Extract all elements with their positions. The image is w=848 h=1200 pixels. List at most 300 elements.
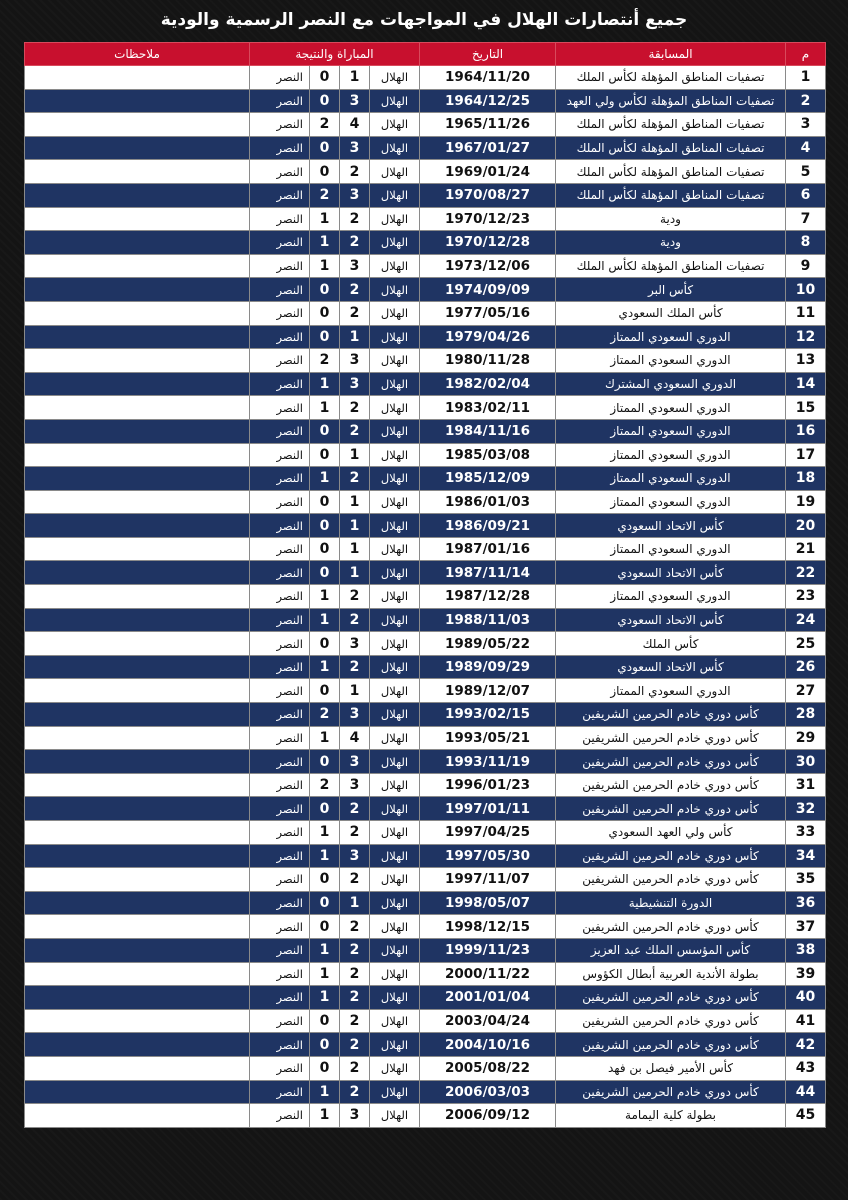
team2-cell: النصر <box>250 467 310 491</box>
team2-cell: النصر <box>250 113 310 137</box>
score1-cell: 2 <box>340 231 370 255</box>
date-cell: 1983/02/11 <box>420 396 556 420</box>
team1-cell: الهلال <box>370 679 420 703</box>
table-row <box>25 183 826 207</box>
score2-cell: 2 <box>310 349 340 373</box>
notes-cell <box>25 632 250 656</box>
score2-cell: 2 <box>310 703 340 727</box>
date-cell: 1989/05/22 <box>420 632 556 656</box>
notes-cell <box>25 797 250 821</box>
team2-cell: النصر <box>250 537 310 561</box>
score1-cell: 3 <box>340 89 370 113</box>
score2-cell: 0 <box>310 632 340 656</box>
notes-cell <box>25 537 250 561</box>
team2-cell: النصر <box>250 1009 310 1033</box>
page-title: جميع أنتصارات الهلال في المواجهات مع النصر الرسمية والودية <box>160 10 688 30</box>
table-row <box>25 632 826 656</box>
date-cell: 1965/11/26 <box>420 113 556 137</box>
table-row <box>25 608 826 632</box>
team2-cell: النصر <box>250 490 310 514</box>
team1-cell: الهلال <box>370 325 420 349</box>
score2-cell: 1 <box>310 467 340 491</box>
table-row <box>25 868 826 892</box>
notes-cell <box>25 750 250 774</box>
table-row <box>25 372 826 396</box>
row-number: 30 <box>786 750 826 774</box>
table-row <box>25 396 826 420</box>
team1-cell: الهلال <box>370 467 420 491</box>
score2-cell: 0 <box>310 891 340 915</box>
competition-cell: كأس المؤسس الملك عبد العزيز <box>556 938 786 962</box>
notes-cell <box>25 325 250 349</box>
score1-cell: 1 <box>340 443 370 467</box>
score1-cell: 3 <box>340 349 370 373</box>
date-cell: 1987/12/28 <box>420 585 556 609</box>
table-body <box>25 66 826 1128</box>
header-date: التاريخ <box>420 43 556 66</box>
team1-cell: الهلال <box>370 66 420 90</box>
competition-cell: الدورة التنشيطية <box>556 891 786 915</box>
row-number: 27 <box>786 679 826 703</box>
team1-cell: الهلال <box>370 655 420 679</box>
score1-cell: 2 <box>340 467 370 491</box>
team1-cell: الهلال <box>370 419 420 443</box>
table-row <box>25 89 826 113</box>
competition-cell: الدوري السعودي الممتاز <box>556 349 786 373</box>
team2-cell: النصر <box>250 868 310 892</box>
competition-cell: كأس الملك السعودي <box>556 301 786 325</box>
notes-cell <box>25 891 250 915</box>
row-number: 1 <box>786 66 826 90</box>
team1-cell: الهلال <box>370 986 420 1010</box>
score2-cell: 1 <box>310 938 340 962</box>
score1-cell: 2 <box>340 207 370 231</box>
row-number: 32 <box>786 797 826 821</box>
date-cell: 2003/04/24 <box>420 1009 556 1033</box>
date-cell: 1986/09/21 <box>420 514 556 538</box>
competition-cell: بطولة الأندية العربية أبطال الكؤوس <box>556 962 786 986</box>
table-row <box>25 443 826 467</box>
team1-cell: الهلال <box>370 160 420 184</box>
row-number: 34 <box>786 844 826 868</box>
score2-cell: 1 <box>310 372 340 396</box>
table-row <box>25 986 826 1010</box>
results-table <box>24 42 826 1128</box>
score1-cell: 2 <box>340 986 370 1010</box>
score2-cell: 0 <box>310 915 340 939</box>
row-number: 31 <box>786 773 826 797</box>
team2-cell: النصر <box>250 396 310 420</box>
competition-cell: كأس دوري خادم الحرمين الشريفين <box>556 986 786 1010</box>
competition-cell: بطولة كلية اليمامة <box>556 1104 786 1128</box>
score2-cell: 0 <box>310 1056 340 1080</box>
competition-cell: كأس الأمير فيصل بن فهد <box>556 1056 786 1080</box>
score1-cell: 3 <box>340 136 370 160</box>
row-number: 42 <box>786 1033 826 1057</box>
table-header-row <box>25 43 826 66</box>
date-cell: 2006/03/03 <box>420 1080 556 1104</box>
score1-cell: 2 <box>340 915 370 939</box>
score2-cell: 0 <box>310 537 340 561</box>
team2-cell: النصر <box>250 797 310 821</box>
notes-cell <box>25 443 250 467</box>
date-cell: 1985/12/09 <box>420 467 556 491</box>
score2-cell: 1 <box>310 585 340 609</box>
team2-cell: النصر <box>250 183 310 207</box>
team2-cell: النصر <box>250 419 310 443</box>
row-number: 43 <box>786 1056 826 1080</box>
team2-cell: النصر <box>250 891 310 915</box>
table-row <box>25 844 826 868</box>
score1-cell: 1 <box>340 514 370 538</box>
header-notes: ملاحظات <box>25 43 250 66</box>
team1-cell: الهلال <box>370 443 420 467</box>
score1-cell: 2 <box>340 1033 370 1057</box>
competition-cell: الدوري السعودي الممتاز <box>556 490 786 514</box>
notes-cell <box>25 561 250 585</box>
table-row <box>25 66 826 90</box>
table-row <box>25 160 826 184</box>
team1-cell: الهلال <box>370 537 420 561</box>
date-cell: 2000/11/22 <box>420 962 556 986</box>
score1-cell: 2 <box>340 608 370 632</box>
date-cell: 1970/12/23 <box>420 207 556 231</box>
notes-cell <box>25 490 250 514</box>
score2-cell: 0 <box>310 136 340 160</box>
notes-cell <box>25 1080 250 1104</box>
date-cell: 1982/02/04 <box>420 372 556 396</box>
table-row <box>25 1056 826 1080</box>
team2-cell: النصر <box>250 561 310 585</box>
team1-cell: الهلال <box>370 773 420 797</box>
row-number: 3 <box>786 113 826 137</box>
competition-cell: كأس ولي العهد السعودي <box>556 821 786 845</box>
row-number: 36 <box>786 891 826 915</box>
notes-cell <box>25 726 250 750</box>
team2-cell: النصر <box>250 821 310 845</box>
team1-cell: الهلال <box>370 136 420 160</box>
team2-cell: النصر <box>250 301 310 325</box>
table-row <box>25 490 826 514</box>
competition-cell: الدوري السعودي المشترك <box>556 372 786 396</box>
team1-cell: الهلال <box>370 632 420 656</box>
team2-cell: النصر <box>250 1056 310 1080</box>
table-row <box>25 301 826 325</box>
score2-cell: 1 <box>310 821 340 845</box>
score1-cell: 3 <box>340 703 370 727</box>
notes-cell <box>25 915 250 939</box>
notes-cell <box>25 821 250 845</box>
notes-cell <box>25 467 250 491</box>
table-row <box>25 113 826 137</box>
notes-cell <box>25 1056 250 1080</box>
team2-cell: النصر <box>250 608 310 632</box>
date-cell: 1973/12/06 <box>420 254 556 278</box>
date-cell: 1969/01/24 <box>420 160 556 184</box>
team1-cell: الهلال <box>370 750 420 774</box>
team2-cell: النصر <box>250 585 310 609</box>
score1-cell: 2 <box>340 419 370 443</box>
date-cell: 1997/05/30 <box>420 844 556 868</box>
notes-cell <box>25 254 250 278</box>
row-number: 22 <box>786 561 826 585</box>
score1-cell: 2 <box>340 962 370 986</box>
row-number: 28 <box>786 703 826 727</box>
table-row <box>25 585 826 609</box>
score2-cell: 0 <box>310 278 340 302</box>
score1-cell: 2 <box>340 797 370 821</box>
score1-cell: 3 <box>340 844 370 868</box>
team2-cell: النصر <box>250 679 310 703</box>
team1-cell: الهلال <box>370 585 420 609</box>
score2-cell: 1 <box>310 962 340 986</box>
score1-cell: 1 <box>340 679 370 703</box>
score1-cell: 2 <box>340 585 370 609</box>
score1-cell: 1 <box>340 561 370 585</box>
notes-cell <box>25 1033 250 1057</box>
team1-cell: الهلال <box>370 113 420 137</box>
notes-cell <box>25 89 250 113</box>
date-cell: 1997/11/07 <box>420 868 556 892</box>
notes-cell <box>25 868 250 892</box>
team2-cell: النصر <box>250 160 310 184</box>
team1-cell: الهلال <box>370 703 420 727</box>
team2-cell: النصر <box>250 915 310 939</box>
row-number: 45 <box>786 1104 826 1128</box>
team1-cell: الهلال <box>370 962 420 986</box>
competition-cell: كأس دوري خادم الحرمين الشريفين <box>556 703 786 727</box>
competition-cell: كأس دوري خادم الحرمين الشريفين <box>556 844 786 868</box>
row-number: 5 <box>786 160 826 184</box>
competition-cell: ودية <box>556 231 786 255</box>
score2-cell: 0 <box>310 679 340 703</box>
score1-cell: 3 <box>340 750 370 774</box>
row-number: 37 <box>786 915 826 939</box>
row-number: 20 <box>786 514 826 538</box>
date-cell: 1970/08/27 <box>420 183 556 207</box>
row-number: 33 <box>786 821 826 845</box>
date-cell: 1997/04/25 <box>420 821 556 845</box>
date-cell: 2004/10/16 <box>420 1033 556 1057</box>
team2-cell: النصر <box>250 231 310 255</box>
date-cell: 1997/01/11 <box>420 797 556 821</box>
team2-cell: النصر <box>250 443 310 467</box>
row-number: 6 <box>786 183 826 207</box>
team2-cell: النصر <box>250 372 310 396</box>
notes-cell <box>25 703 250 727</box>
team2-cell: النصر <box>250 207 310 231</box>
notes-cell <box>25 938 250 962</box>
team1-cell: الهلال <box>370 1009 420 1033</box>
row-number: 4 <box>786 136 826 160</box>
table-row <box>25 703 826 727</box>
team2-cell: النصر <box>250 773 310 797</box>
score2-cell: 1 <box>310 207 340 231</box>
score1-cell: 2 <box>340 301 370 325</box>
notes-cell <box>25 231 250 255</box>
date-cell: 1970/12/28 <box>420 231 556 255</box>
row-number: 11 <box>786 301 826 325</box>
competition-cell: تصفيات المناطق المؤهلة لكأس الملك <box>556 66 786 90</box>
score1-cell: 2 <box>340 821 370 845</box>
team1-cell: الهلال <box>370 561 420 585</box>
team2-cell: النصر <box>250 278 310 302</box>
team1-cell: الهلال <box>370 868 420 892</box>
score1-cell: 1 <box>340 325 370 349</box>
team1-cell: الهلال <box>370 349 420 373</box>
score2-cell: 0 <box>310 1009 340 1033</box>
score1-cell: 1 <box>340 891 370 915</box>
notes-cell <box>25 278 250 302</box>
score2-cell: 0 <box>310 1033 340 1057</box>
score2-cell: 1 <box>310 396 340 420</box>
date-cell: 2005/08/22 <box>420 1056 556 1080</box>
date-cell: 1993/02/15 <box>420 703 556 727</box>
date-cell: 1967/01/27 <box>420 136 556 160</box>
score2-cell: 1 <box>310 254 340 278</box>
row-number: 7 <box>786 207 826 231</box>
date-cell: 1988/11/03 <box>420 608 556 632</box>
date-cell: 1993/05/21 <box>420 726 556 750</box>
notes-cell <box>25 160 250 184</box>
date-cell: 1964/12/25 <box>420 89 556 113</box>
competition-cell: كأس دوري خادم الحرمين الشريفين <box>556 1033 786 1057</box>
score2-cell: 1 <box>310 655 340 679</box>
notes-cell <box>25 679 250 703</box>
score2-cell: 0 <box>310 89 340 113</box>
score2-cell: 0 <box>310 490 340 514</box>
row-number: 17 <box>786 443 826 467</box>
competition-cell: الدوري السعودي الممتاز <box>556 325 786 349</box>
table-row <box>25 231 826 255</box>
row-number: 29 <box>786 726 826 750</box>
team1-cell: الهلال <box>370 278 420 302</box>
competition-cell: تصفيات المناطق المؤهلة لكأس ولي العهد <box>556 89 786 113</box>
team2-cell: النصر <box>250 325 310 349</box>
table-row <box>25 655 826 679</box>
notes-cell <box>25 372 250 396</box>
date-cell: 1998/05/07 <box>420 891 556 915</box>
team2-cell: النصر <box>250 986 310 1010</box>
score2-cell: 2 <box>310 113 340 137</box>
table-row <box>25 915 826 939</box>
score1-cell: 2 <box>340 655 370 679</box>
table-row <box>25 254 826 278</box>
team1-cell: الهلال <box>370 1033 420 1057</box>
team2-cell: النصر <box>250 750 310 774</box>
header-num: م <box>786 43 826 66</box>
date-cell: 2006/09/12 <box>420 1104 556 1128</box>
competition-cell: كأس دوري خادم الحرمين الشريفين <box>556 868 786 892</box>
competition-cell: كأس الملك <box>556 632 786 656</box>
team1-cell: الهلال <box>370 183 420 207</box>
row-number: 19 <box>786 490 826 514</box>
competition-cell: كأس الاتحاد السعودي <box>556 561 786 585</box>
table-row <box>25 679 826 703</box>
team1-cell: الهلال <box>370 797 420 821</box>
competition-cell: الدوري السعودي الممتاز <box>556 419 786 443</box>
date-cell: 1974/09/09 <box>420 278 556 302</box>
competition-cell: كأس البر <box>556 278 786 302</box>
score2-cell: 1 <box>310 726 340 750</box>
team1-cell: الهلال <box>370 1104 420 1128</box>
table-row <box>25 726 826 750</box>
date-cell: 1996/01/23 <box>420 773 556 797</box>
date-cell: 1979/04/26 <box>420 325 556 349</box>
row-number: 26 <box>786 655 826 679</box>
score2-cell: 0 <box>310 160 340 184</box>
notes-cell <box>25 986 250 1010</box>
notes-cell <box>25 962 250 986</box>
date-cell: 1980/11/28 <box>420 349 556 373</box>
score2-cell: 1 <box>310 1104 340 1128</box>
notes-cell <box>25 207 250 231</box>
row-number: 16 <box>786 419 826 443</box>
score1-cell: 3 <box>340 1104 370 1128</box>
competition-cell: الدوري السعودي الممتاز <box>556 585 786 609</box>
score1-cell: 2 <box>340 938 370 962</box>
team1-cell: الهلال <box>370 514 420 538</box>
row-number: 25 <box>786 632 826 656</box>
score1-cell: 2 <box>340 1056 370 1080</box>
competition-cell: تصفيات المناطق المؤهلة لكأس الملك <box>556 160 786 184</box>
competition-cell: كأس الاتحاد السعودي <box>556 608 786 632</box>
score1-cell: 4 <box>340 726 370 750</box>
table-row <box>25 325 826 349</box>
score2-cell: 2 <box>310 183 340 207</box>
score1-cell: 3 <box>340 372 370 396</box>
date-cell: 1977/05/16 <box>420 301 556 325</box>
score1-cell: 2 <box>340 1009 370 1033</box>
score2-cell: 0 <box>310 443 340 467</box>
team1-cell: الهلال <box>370 490 420 514</box>
score2-cell: 2 <box>310 773 340 797</box>
team1-cell: الهلال <box>370 254 420 278</box>
team2-cell: النصر <box>250 962 310 986</box>
score2-cell: 1 <box>310 608 340 632</box>
table-row <box>25 537 826 561</box>
row-number: 18 <box>786 467 826 491</box>
notes-cell <box>25 655 250 679</box>
header-match: المباراة والنتيجة <box>250 43 420 66</box>
score1-cell: 3 <box>340 183 370 207</box>
competition-cell: كأس دوري خادم الحرمين الشريفين <box>556 797 786 821</box>
date-cell: 1987/01/16 <box>420 537 556 561</box>
row-number: 2 <box>786 89 826 113</box>
date-cell: 1984/11/16 <box>420 419 556 443</box>
row-number: 23 <box>786 585 826 609</box>
competition-cell: الدوري السعودي الممتاز <box>556 679 786 703</box>
team1-cell: الهلال <box>370 891 420 915</box>
score2-cell: 0 <box>310 797 340 821</box>
competition-cell: تصفيات المناطق المؤهلة لكأس الملك <box>556 113 786 137</box>
notes-cell <box>25 773 250 797</box>
team1-cell: الهلال <box>370 89 420 113</box>
score1-cell: 1 <box>340 66 370 90</box>
notes-cell <box>25 608 250 632</box>
row-number: 24 <box>786 608 826 632</box>
score2-cell: 1 <box>310 844 340 868</box>
date-cell: 1998/12/15 <box>420 915 556 939</box>
team1-cell: الهلال <box>370 1056 420 1080</box>
score1-cell: 3 <box>340 773 370 797</box>
score1-cell: 2 <box>340 396 370 420</box>
row-number: 35 <box>786 868 826 892</box>
competition-cell: كأس دوري خادم الحرمين الشريفين <box>556 915 786 939</box>
notes-cell <box>25 136 250 160</box>
team1-cell: الهلال <box>370 396 420 420</box>
notes-cell <box>25 419 250 443</box>
